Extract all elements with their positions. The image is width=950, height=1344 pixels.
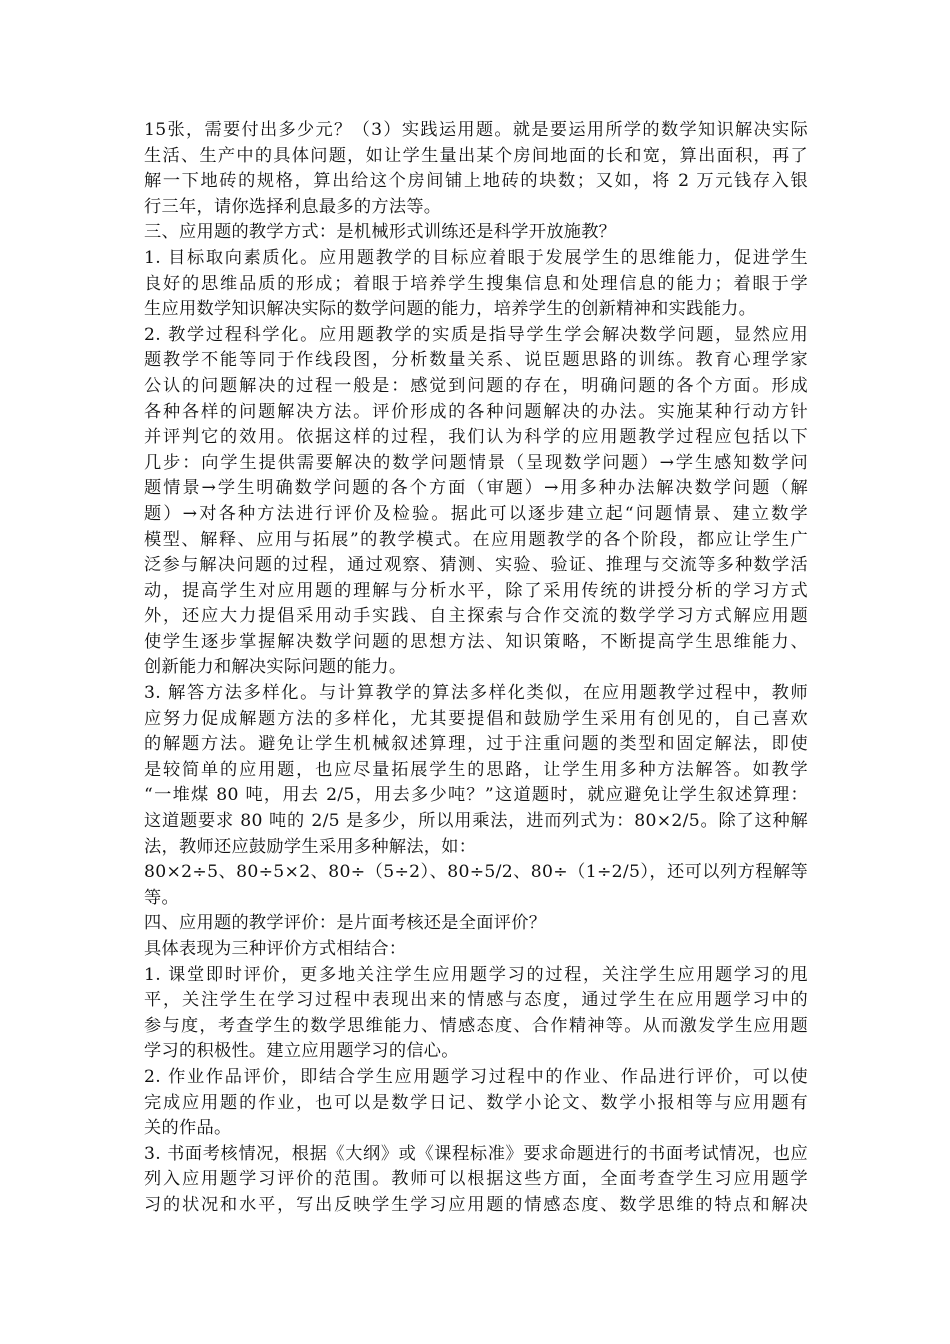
text-line: 法，教师还应鼓励学生采用多种解法，如： xyxy=(144,836,477,857)
text-line: 1. 目标取向素质化。应用题教学的目标应着眼于发展学生的思维能力，促进学生 xyxy=(144,247,808,268)
text-line: 题情景→学生明确数学问题的各个方面（审题）→用多种办法解决数学问题（解 xyxy=(144,478,808,499)
text-line: 列入应用题学习评价的范围。教师可以根据这些方面，全面考查学生习应用题学 xyxy=(144,1169,808,1190)
text-line: 关的作品。 xyxy=(144,1118,232,1139)
text-line: 公认的问题解决的过程一般是：感觉到问题的存在，明确问题的各个方面。形成 xyxy=(144,375,808,396)
text-line: 生活、生产中的具体问题，如让学生量出某个房间地面的长和宽，算出面积，再了 xyxy=(144,145,808,166)
text-line: 具体表现为三种评价方式相结合： xyxy=(144,939,407,959)
document-body xyxy=(144,118,808,1219)
text-line: 外，还应大力提倡采用动手实践、自主探索与合作交流的数学学习方式解应用题 xyxy=(144,606,808,627)
text-line: 良好的思维品质的形成；着眼于培养学生搜集信息和处理信息的能力；着眼于学 xyxy=(144,273,808,294)
text-line: 习的状况和水平，写出反映学生学习应用题的情感态度、数学思维的特点和解决 xyxy=(144,1194,808,1215)
text-line: 是较简单的应用题，也应尽量拓展学生的思路，让学生用多种方法解答。如教学 xyxy=(144,759,808,780)
text-line: 模型、解释、应用与拓展”的教学模式。在应用题教学的各个阶段，都应让学生广 xyxy=(144,529,808,550)
text-line: 的解题方法。避免让学生机械叙述算理，过于注重问题的类型和固定解法，即使 xyxy=(144,734,808,755)
text-line: 应努力促成解题方法的多样化，尤其要提倡和鼓励学生采用有创见的，自己喜欢 xyxy=(144,708,808,729)
text-line: 并评判它的效用。依据这样的过程，我们认为科学的应用题教学过程应包括以下 xyxy=(144,427,808,448)
text-line: 使学生逐步掌握解决数学问题的思想方法、知识策略，不断提高学生思维能力、 xyxy=(144,631,808,652)
text-line: 1. 课堂即时评价，更多地关注学生应用题学习的过程，关注学生应用题学习的甩 xyxy=(144,964,808,985)
text-line: 行三年，请你选择利息最多的方法等。 xyxy=(144,196,442,217)
text-line: 3. 解答方法多样化。与计算教学的算法多样化类似，在应用题教学过程中，教师 xyxy=(144,683,808,704)
text-line: 生应用数学知识解决实际的数学问题的能力，培养学生的创新精神和实践能力。 xyxy=(144,299,757,320)
text-line: 题教学不能等同于作线段图，分析数量关系、说臣题思路的训练。教育心理学家 xyxy=(144,350,808,371)
text-line: 几步：向学生提供需要解决的数学问题情景（呈现数学问题）→学生感知数学问 xyxy=(144,452,808,473)
text-line: 3. 书面考核情况，根据《大纲》或《课程标准》要求命题进行的书面考试情况，也应 xyxy=(144,1143,808,1164)
text-line: 2. 教学过程科学化。应用题教学的实质是指导学生学会解决数学问题，显然应用 xyxy=(144,324,808,345)
text-line: 题）→对各种方法进行评价及检验。据此可以逐步建立起“问题情景、建立数学 xyxy=(144,503,808,524)
text-line: 2. 作业作品评价，即结合学生应用题学习过程中的作业、作品进行评价，可以使 xyxy=(144,1066,808,1087)
text-line: 创新能力和解决实际问题的能力。 xyxy=(144,657,407,678)
text-line: “一堆煤 80 吨，用去 2/5，用去多少吨？”这道题时，就应避免让学生叙述算理： xyxy=(144,785,808,806)
text-line: 各种各样的问题解决方法。评价形成的各种问题解决的办法。实施某种行动方针 xyxy=(144,401,808,422)
text-line: 完成应用题的作业，也可以是数学日记、数学小论文、数学小报相等与应用题有 xyxy=(144,1092,808,1113)
text-line: 平，关注学生在学习过程中表现出来的情感与态度，通过学生在应用题学习中的 xyxy=(144,990,808,1011)
text-line: 三、应用题的教学方式：是机械形式训练还是科学开放施教？ xyxy=(144,222,617,243)
text-line: 泛参与解决问题的过程，通过观察、猜测、实验、验证、推理与交流等多种数学活 xyxy=(144,555,808,576)
text-line: 这道题要求 80 吨的 2/5 是多少，所以用乘法，进而列式为：80×2/5。除了这种解 xyxy=(144,811,808,832)
text-line: 80×2÷5、80÷5×2、80÷（5÷2）、80÷5/2、80÷（1÷2/5），还可以列方程解等 xyxy=(144,862,808,883)
text-line: 等。 xyxy=(144,887,179,908)
text-line: 学习的积极性。建立应用题学习的信心。 xyxy=(144,1041,459,1062)
text-line: 动，提高学生对应用题的理解与分析水平，除了采用传统的讲授分析的学习方式 xyxy=(144,580,808,601)
text-line: 解一下地砖的规格，算出给这个房间铺上地砖的块数；又如，将 2 万元钱存入银 xyxy=(144,171,808,192)
text-line: 参与度，考查学生的数学思维能力、情感态度、合作精神等。从而激发学生应用题 xyxy=(144,1015,808,1036)
text-line: 四、应用题的教学评价：是片面考核还是全面评价？ xyxy=(144,913,547,934)
text-line: 15张，需要付出多少元？（3）实践运用题。就是要运用所学的数学知识解决实际 xyxy=(144,120,808,140)
